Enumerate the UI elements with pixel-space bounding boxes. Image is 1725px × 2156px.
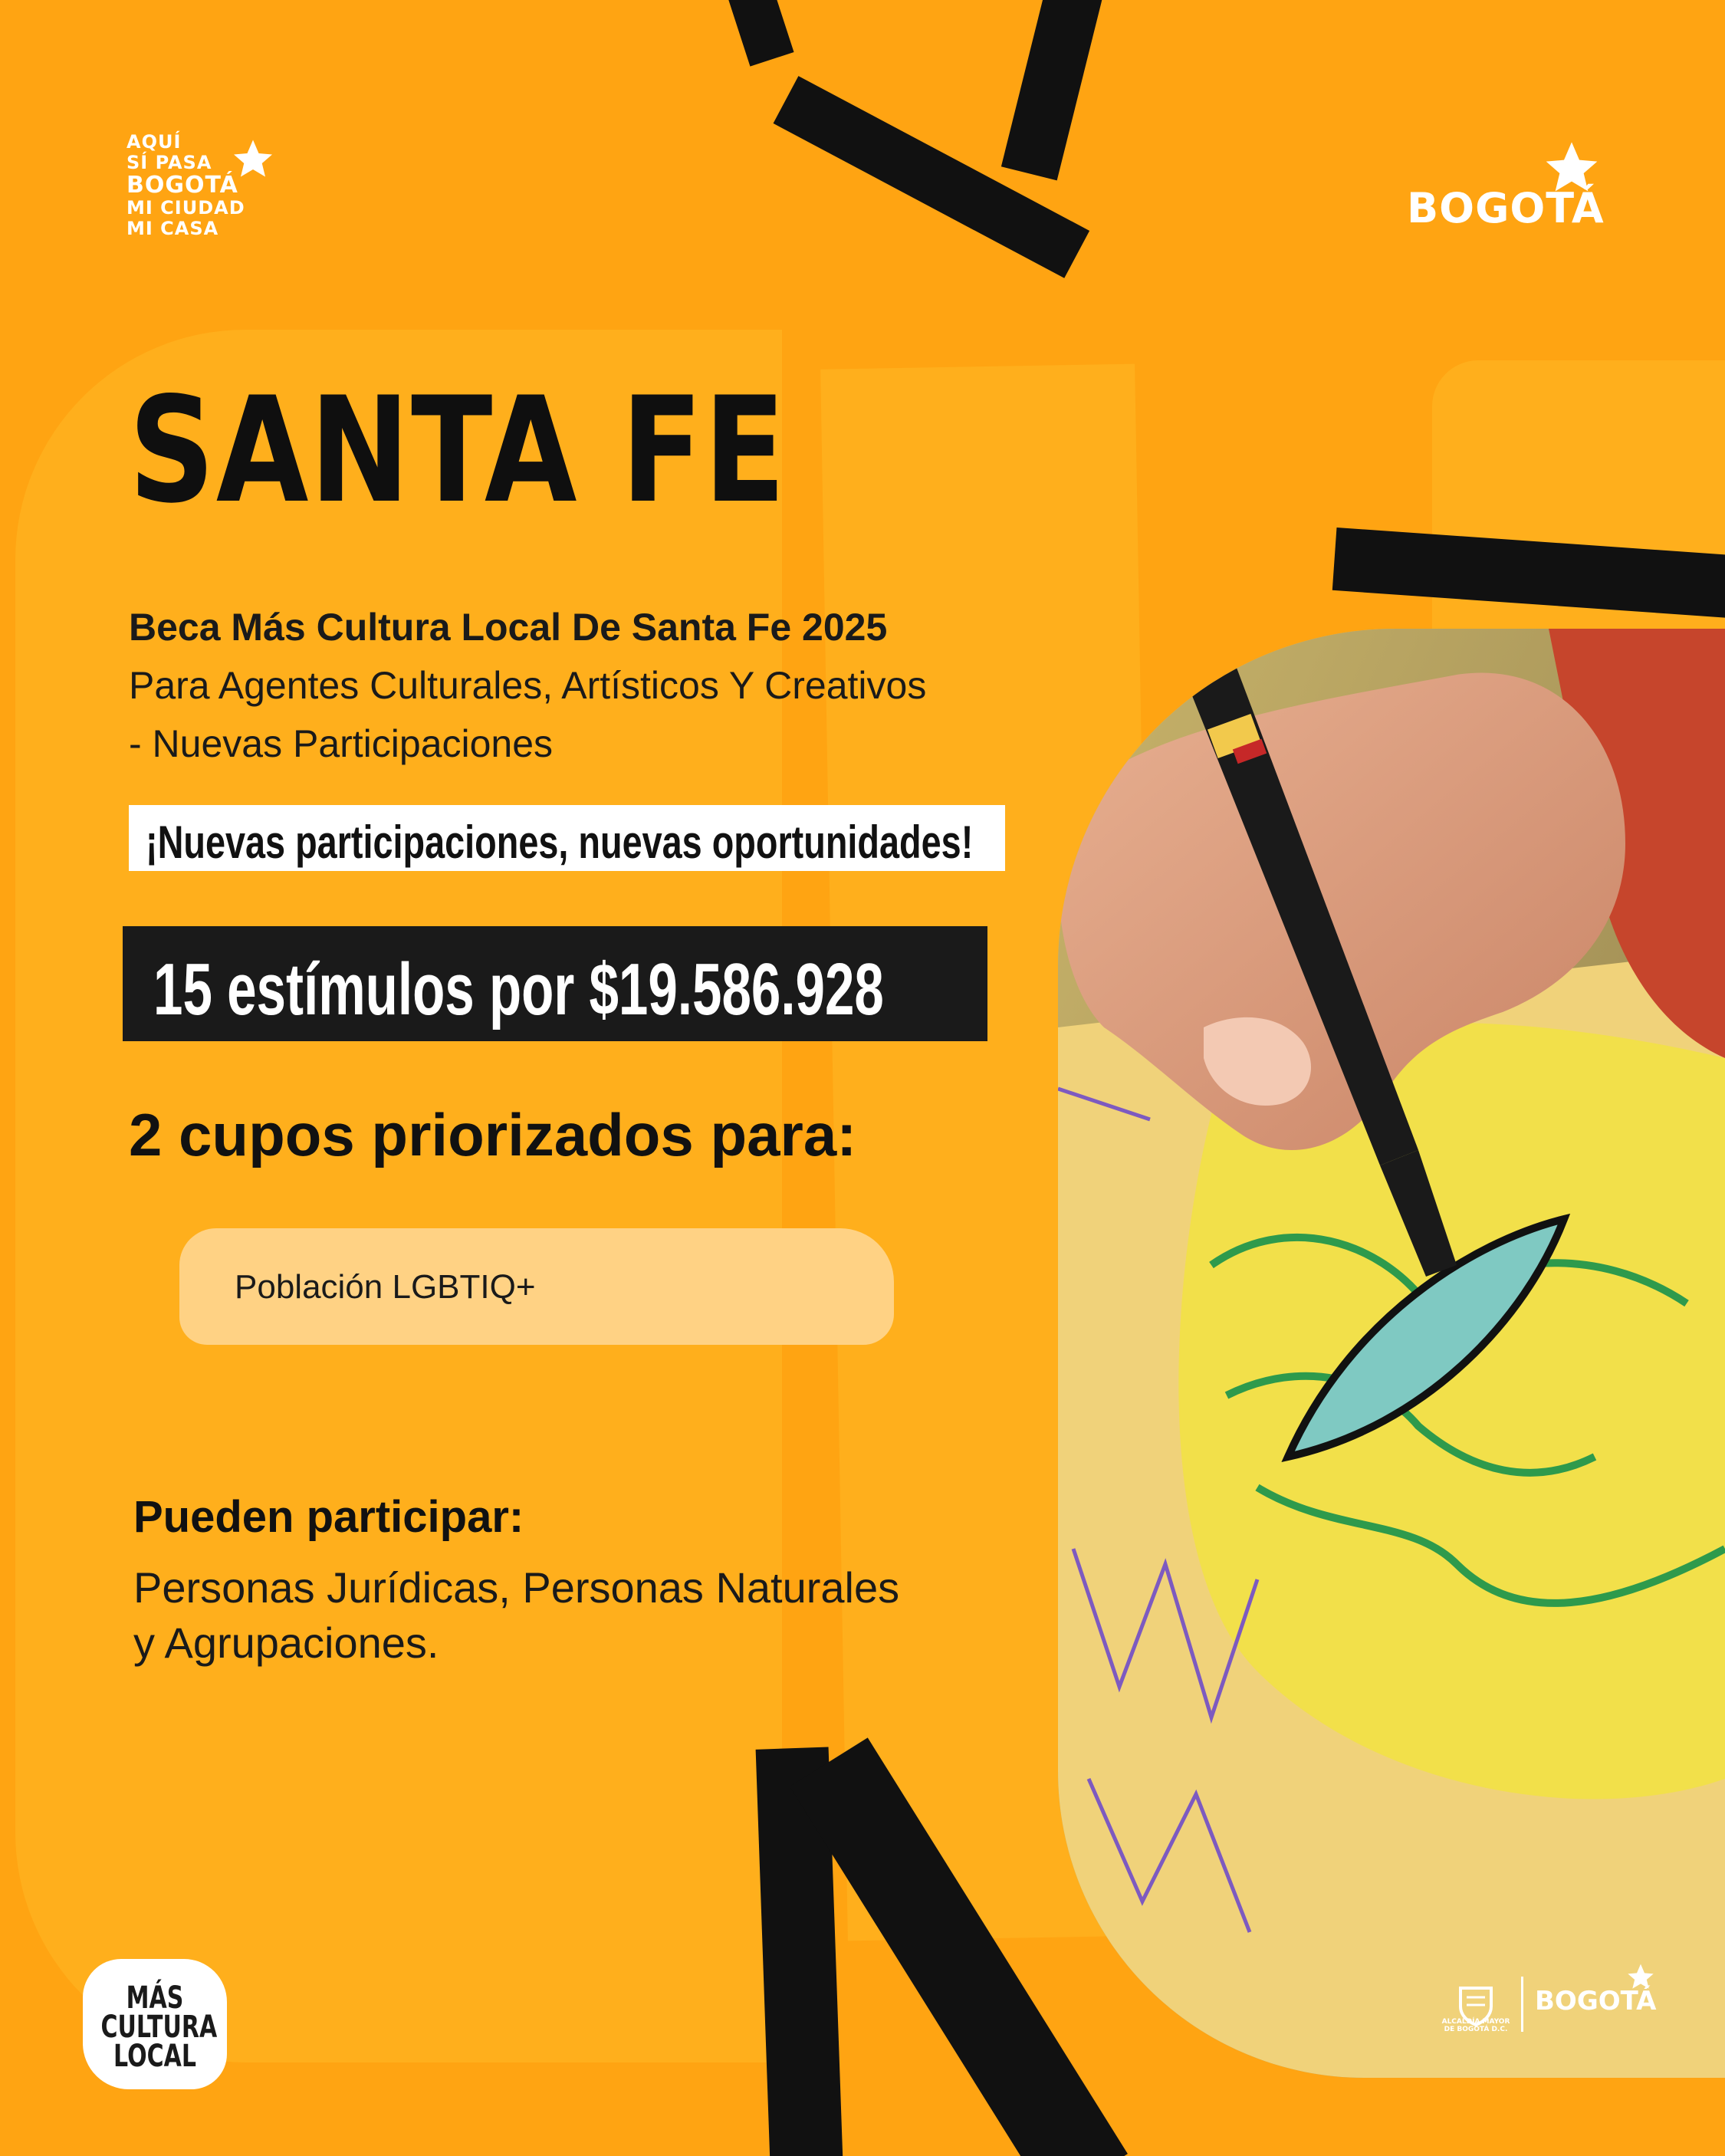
footer-logo — [1441, 1970, 1664, 2039]
bogota-logo-footer: BOGOTÁ — [1535, 1986, 1657, 2016]
priority-item: Población LGBTIQ+ — [235, 1268, 536, 1306]
black-bar-top-hook — [724, 0, 794, 67]
logo-line-2: SÍ PASA — [127, 152, 212, 173]
participants-line-2: y Agrupaciones. — [133, 1619, 439, 1667]
seal-text: ALCALDÍA MAYOR DE BOGOTÁ D.C. — [1441, 2018, 1510, 2033]
subtitle-bold: Beca Más Cultura Local De Santa Fe 2025 — [129, 606, 888, 649]
amount-banner — [123, 926, 987, 1041]
star-icon — [1625, 1963, 1656, 1993]
subtitle-line-3: - Nuevas Participaciones — [129, 722, 554, 765]
bg-shape-left — [15, 330, 782, 2062]
footer-divider — [1521, 1977, 1523, 2032]
star-icon — [230, 138, 276, 184]
marker-hand-photo — [1058, 629, 1725, 2078]
logo-line-3: BOGOTÁ — [127, 172, 238, 199]
bogota-logo-top: BOGOTÁ — [1407, 184, 1605, 232]
tagline-text: ¡Nuevas participaciones, nuevas oportunidades! — [146, 817, 974, 868]
priority-heading: 2 cupos priorizados para: — [129, 1101, 857, 1168]
badge-line-1: MÁS — [126, 1980, 184, 2016]
subtitle-line-2: Para Agentes Culturales, Artísticos Y Creativos — [129, 664, 927, 707]
tagline-banner — [129, 805, 1005, 871]
participants-text — [133, 1560, 1015, 1671]
participants-heading: Pueden participar: — [133, 1492, 524, 1542]
black-bar-top-vertical — [1001, 0, 1103, 180]
priority-pill — [179, 1228, 894, 1345]
logo-line-5: MI CASA — [127, 218, 219, 239]
badge-line-3: LOCAL — [113, 2039, 196, 2074]
photo-illustration — [1058, 629, 1725, 2078]
amount-text: 15 estímulos por $19.586.928 — [153, 948, 884, 1030]
logo-line-1: AQUÍ — [127, 131, 182, 153]
logo-line-4: MI CIUDAD — [127, 197, 245, 219]
subtitle — [129, 598, 1125, 773]
badge-line-2: CULTURA — [100, 2010, 218, 2045]
aqui-si-pasa-logo — [127, 132, 245, 239]
page-title: SANTA FE — [129, 366, 787, 535]
participants-line-1: Personas Jurídicas, Personas Naturales — [133, 1563, 900, 1612]
mas-cultura-local-logo — [83, 1959, 227, 2089]
star-icon — [1541, 140, 1602, 201]
